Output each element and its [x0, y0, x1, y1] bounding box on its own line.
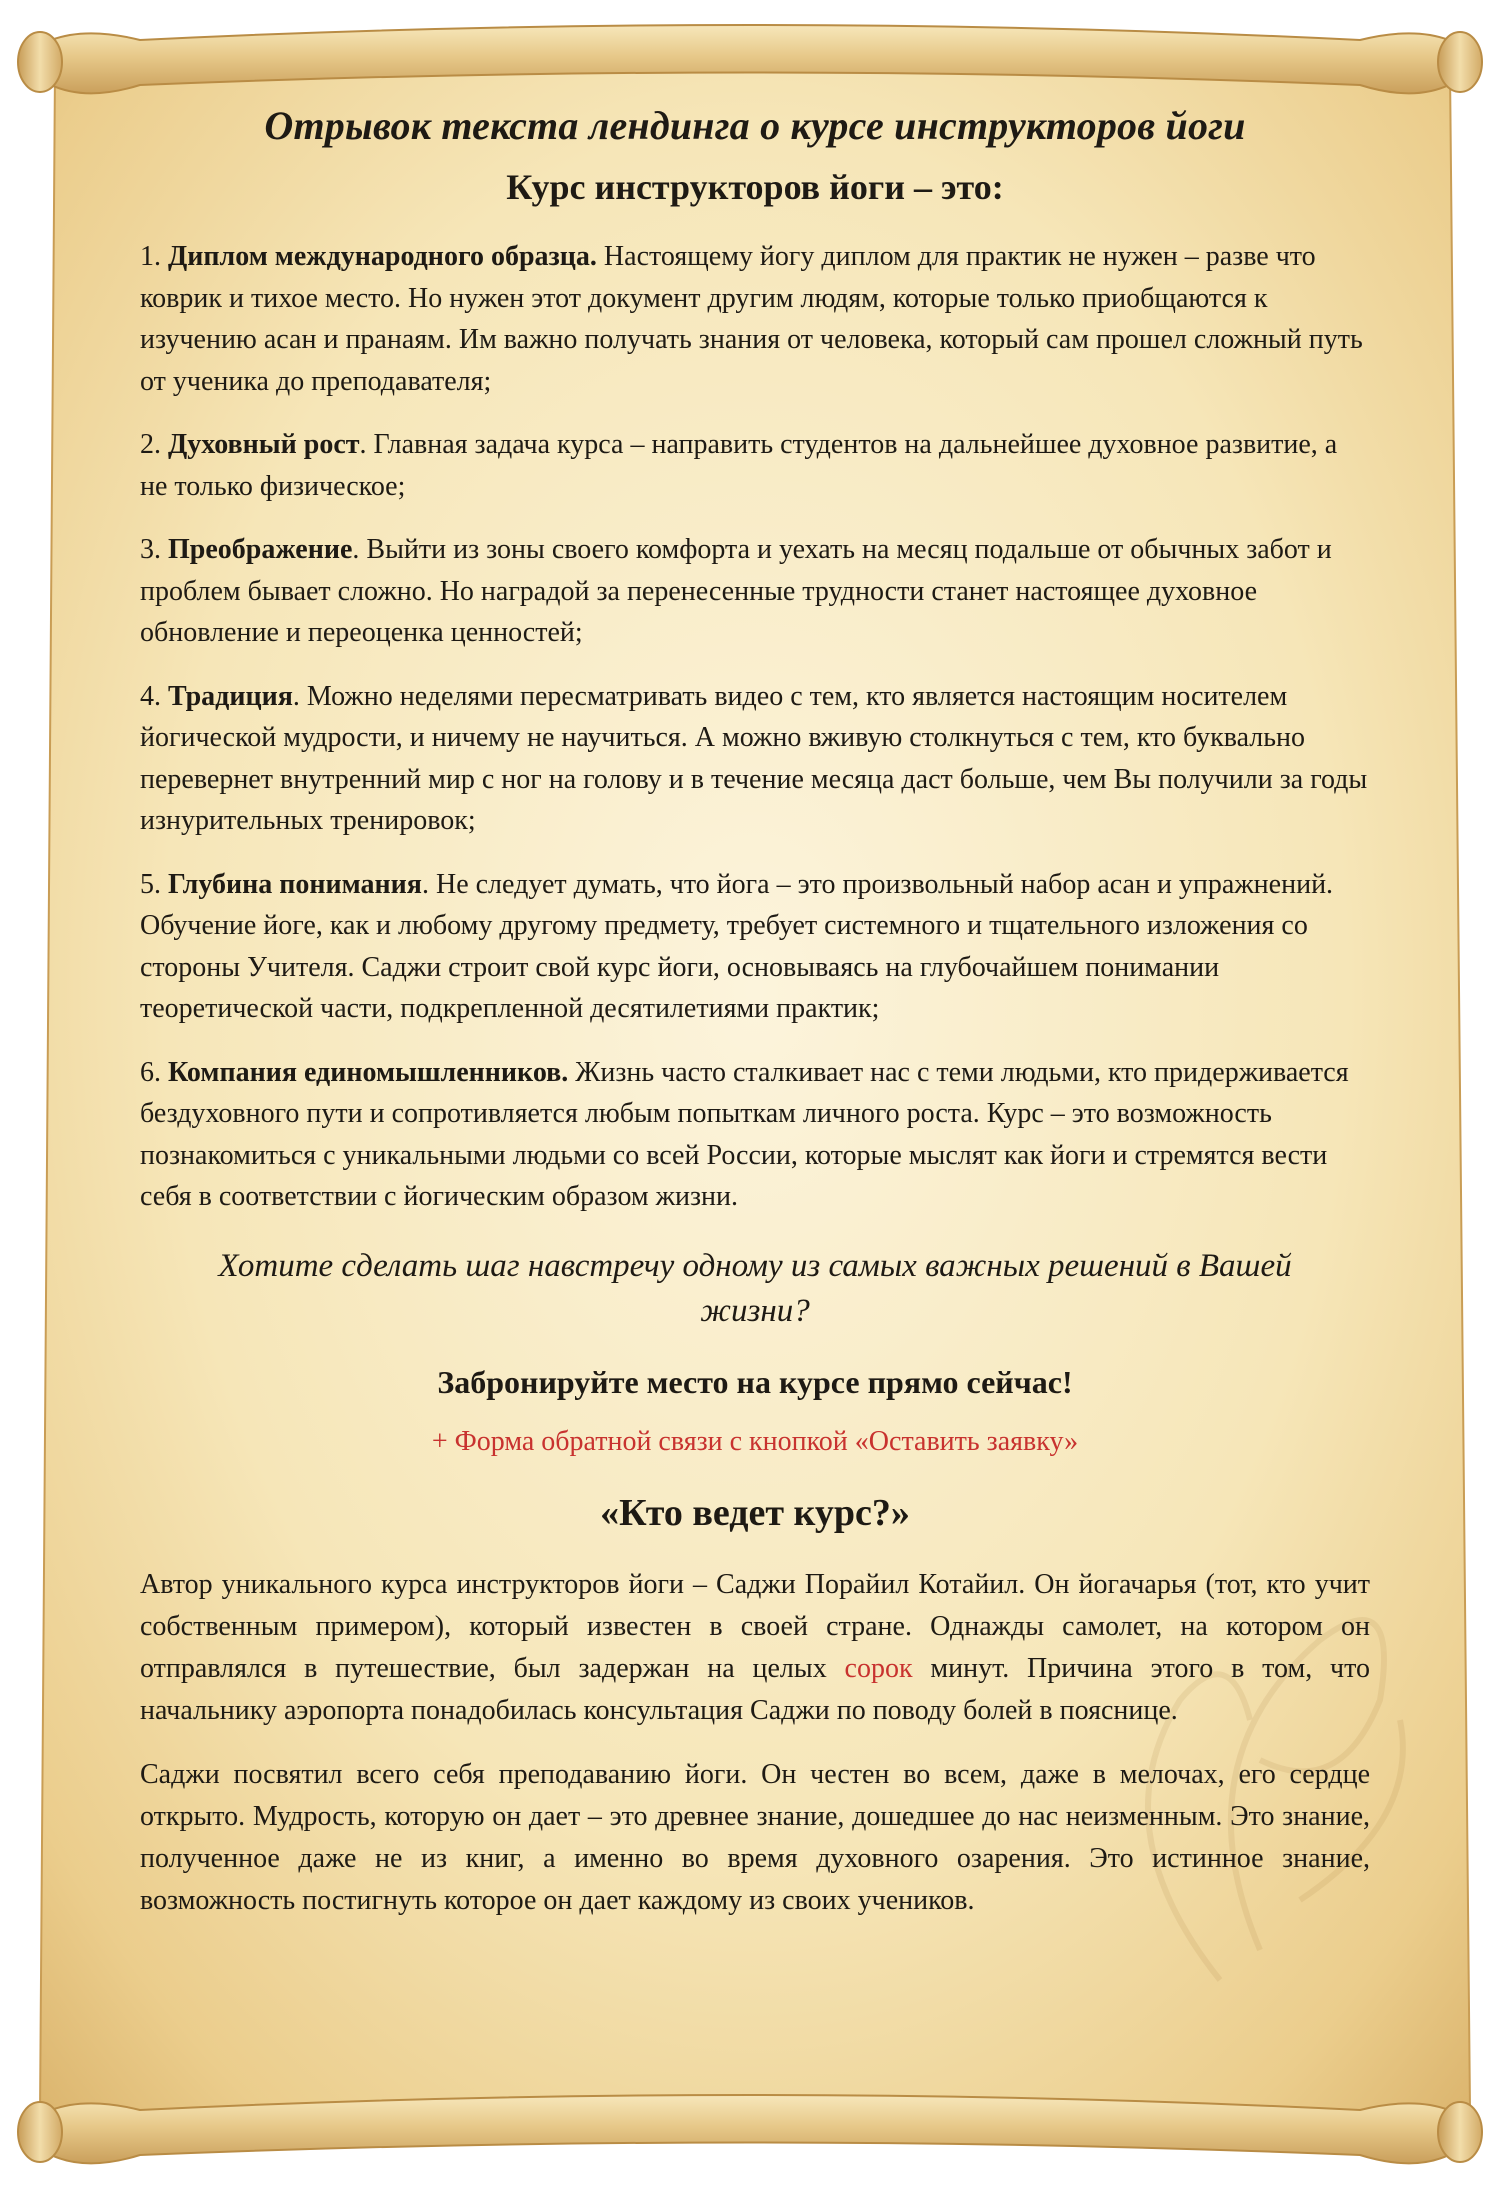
paragraph-text: минут. Причина этого в том, что начальнику аэропорта понадобилась консультация Саджи по поводу болей в пояснице. [140, 1652, 1370, 1726]
booking-call-to-action: Забронируйте место на курсе прямо сейчас! [437, 1363, 1073, 1400]
teaching-paragraph: Саджи посвятил всего себя преподаванию йоги. Он честен во всем, даже в мелочах, его сердце открыто. Мудрость, которую он дает – это древнее знание, дошедшее до нас неизменным. Это знание, полученное даже не из книг, а именно во время духовного озарения. Это истинное знание, возможность постигнуть которое он дает каждому из своих учеников. [140, 1758, 1370, 1916]
list-item [140, 676, 1370, 842]
item-heading: Диплом международного образца. [168, 241, 597, 272]
item-text: Жизнь часто сталкивает нас с теми людьми, кто придерживается бездуховного пути и сопротивляется любым попыткам личного роста. Курс – это возможность познакомиться с уникальными людьми со всей России, которые мыслят как йоги и стремятся вести себя в соответствии с йогическим образом жизни. [140, 1056, 1349, 1212]
paragraph-text: Автор уникального курса инструкторов йоги – Саджи Порайил Котайил. Он йогачарья (тот, кто учит собственным примером), который известен в своей стране. Однажды самолет, на котором он отправлялся в путешествие, был задержан на целых [140, 1568, 1370, 1684]
item-number: 6. [140, 1056, 168, 1088]
item-number: 3. [140, 534, 168, 565]
item-text: . Выйти из зоны своего комфорта и уехать на месяц подальше от обычных забот и проблем бывает сложно. Но наградой за перенесенные трудности станет настоящее духовное обновление и переоценка ценностей; [140, 534, 1332, 648]
item-text: Настоящему йогу диплом для практик не нужен – разве что коврик и тихое место. Но нужен этот документ другим людям, которые только приобщаются к изучению асан и пранаям. Им важно получать знания от человека, который сам прошел сложный путь от ученика до преподавателя; [140, 241, 1363, 397]
item-heading: Компания единомышленников. [168, 1056, 569, 1088]
course-subtitle: Курс инструкторов йоги – это: [506, 167, 1004, 207]
list-item [140, 424, 1370, 507]
item-number: 4. [140, 680, 168, 712]
list-item [140, 1052, 1370, 1218]
list-item [140, 529, 1370, 654]
item-number: 5. [140, 868, 168, 900]
section-title-who-leads: «Кто ведет курс?» [600, 1491, 910, 1534]
item-text: . Не следует думать, что йога – это произвольный набор асан и упражнений. Обучение йоге, как и любому другому предмету, требует системного и тщательного изложения со стороны Учителя. Саджи строит свой курс йоги, основываясь на глубочайшем понимании теоретической части, подкрепленной десятилетиями практик; [140, 868, 1334, 1024]
item-number: 2. [140, 429, 168, 460]
highlighted-word: сорок [844, 1652, 913, 1684]
call-question: Хотите сделать шаг навстречу одному из самых важных решений в Вашей жизни? [218, 1247, 1292, 1329]
list-item [140, 864, 1370, 1030]
list-item [140, 236, 1370, 402]
item-text: . Главная задача курса – направить студентов на дальнейшее духовное развитие, а не только физическое; [140, 429, 1338, 502]
document-body [140, 100, 1370, 1944]
item-text: . Можно неделями пересматривать видео с тем, кто является настоящим носителем йогической мудрости, и ничему не научиться. А можно вживую столкнуться с тем, кто буквально перевернет внутренний мир с ног на голову и в течение месяца даст больше, чем Вы получили за годы изнурительных тренировок; [140, 680, 1368, 836]
item-heading: Традиция [168, 680, 293, 712]
item-heading: Духовный рост [168, 429, 360, 460]
item-heading: Преображение [168, 534, 353, 565]
benefits-list [140, 236, 1370, 1218]
item-number: 1. [140, 241, 168, 272]
author-paragraph [140, 1564, 1370, 1732]
document-title: Отрывок текста лендинга о курсе инструкторов йоги [264, 103, 1246, 148]
item-heading: Глубина понимания [168, 868, 422, 900]
feedback-form-note: + Форма обратной связи с кнопкой «Оставить заявку» [431, 1425, 1079, 1457]
